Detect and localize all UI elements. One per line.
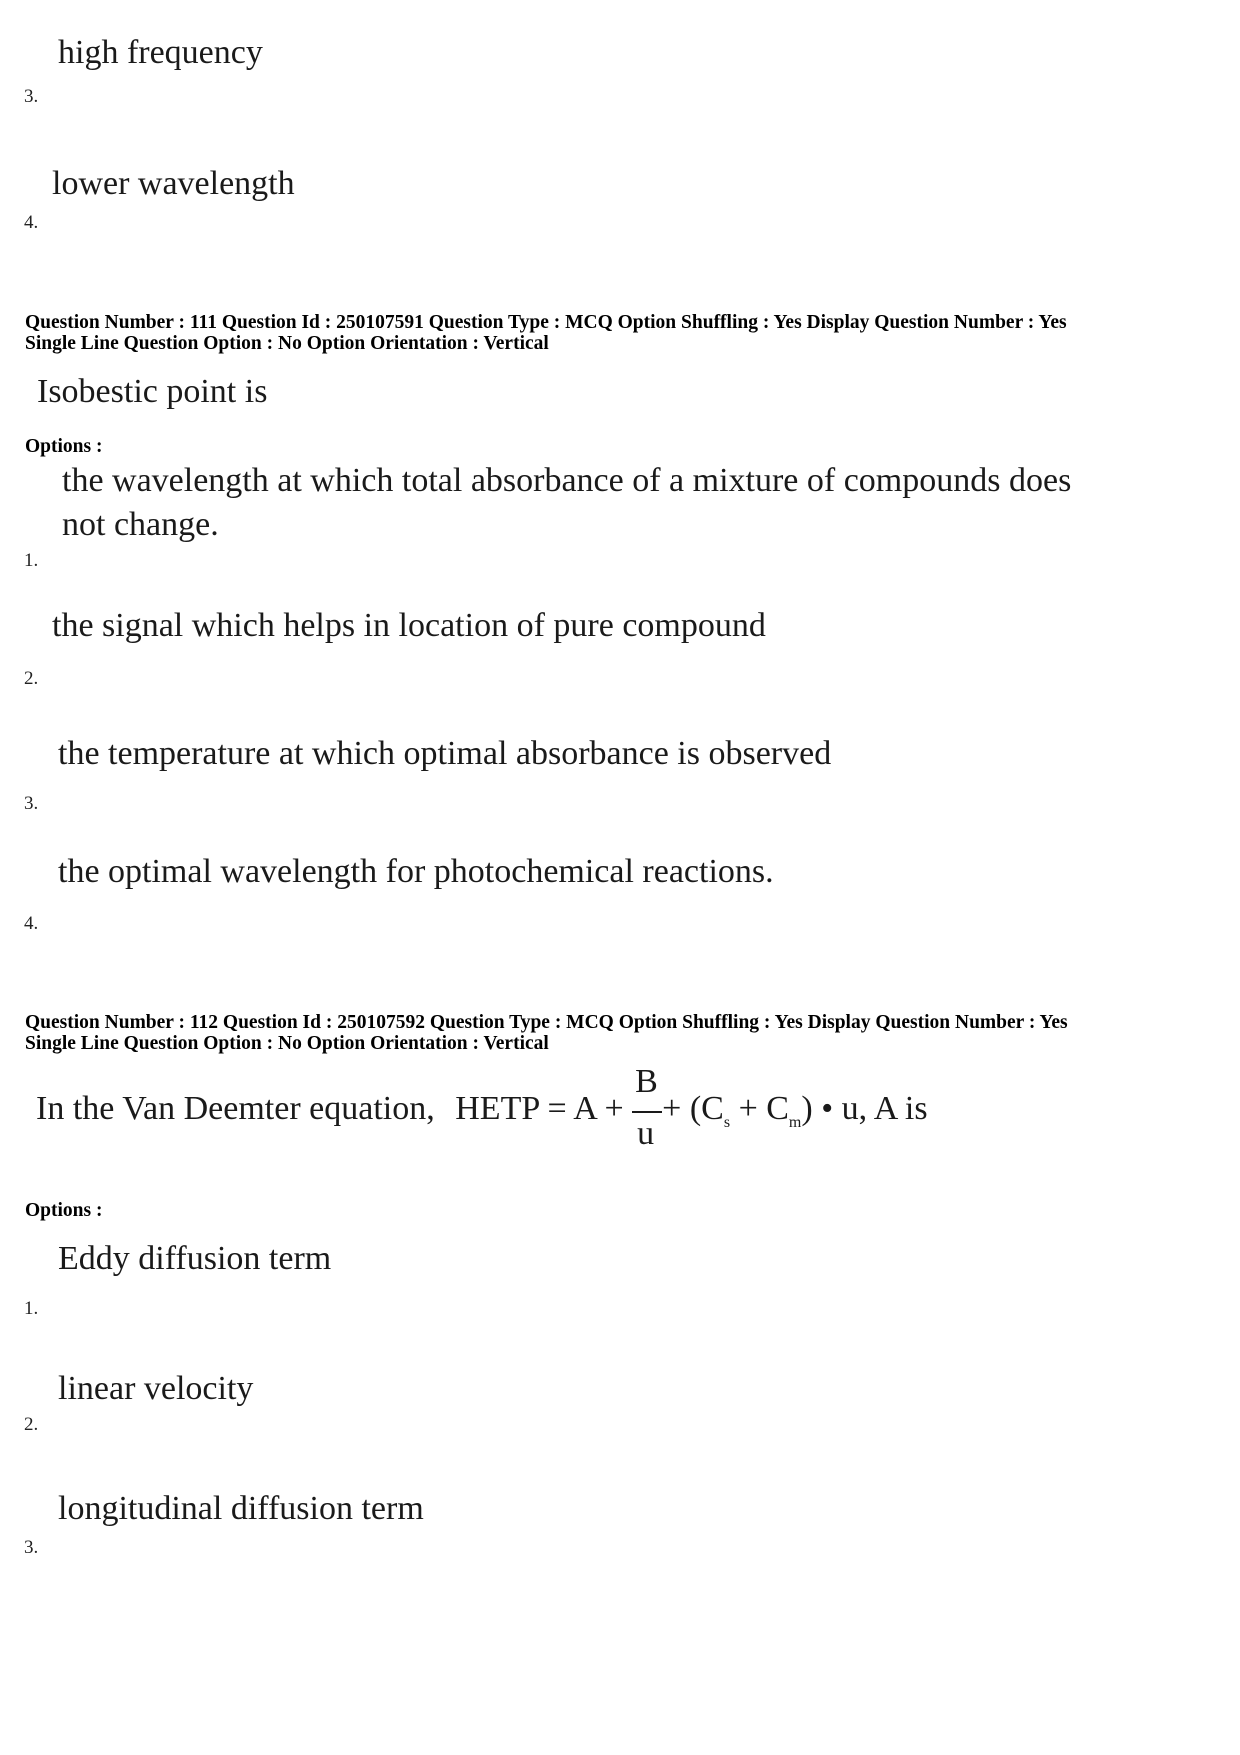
fraction-bar	[632, 1111, 662, 1113]
question-prefix: In the Van Deemter equation,	[36, 1090, 435, 1127]
option-text: longitudinal diffusion term	[58, 1490, 424, 1527]
option-text: the signal which helps in location of pure compound	[52, 607, 766, 644]
option-number: 3.	[24, 793, 39, 814]
equation-plus-c: + C	[730, 1090, 789, 1127]
equation-fraction	[632, 1063, 662, 1153]
option-text: the optimal wavelength for photochemical reactions.	[58, 853, 774, 890]
subscript-s: s	[723, 1113, 731, 1131]
option-text: Eddy diffusion term	[58, 1240, 332, 1277]
question-meta-line1: Question Number : 111 Question Id : 250107591 Question Type : MCQ Option Shuffling : Yes Display Question Number : Yes	[25, 312, 1067, 333]
equation-tail: ) • u	[801, 1090, 859, 1127]
options-label: Options :	[25, 1200, 103, 1221]
option-text: high frequency	[58, 34, 263, 71]
option-text: the temperature at which optimal absorbance is observed	[58, 735, 832, 772]
option-number: 1.	[24, 1298, 39, 1319]
question-meta-line2: Single Line Question Option : No Option Orientation : Vertical	[25, 333, 549, 354]
question-text: Isobestic point is	[37, 373, 268, 410]
option-text: the wavelength at which total absorbance of a mixture of compounds does not change.	[62, 462, 1072, 543]
option-text: linear velocity	[58, 1370, 254, 1407]
fraction-denominator: u	[637, 1115, 655, 1153]
question-suffix: , A is	[858, 1090, 928, 1127]
subscript-m: m	[788, 1113, 802, 1131]
equation-lhs: HETP = A +	[455, 1090, 624, 1127]
option-number: 2.	[24, 1414, 39, 1435]
options-label: Options :	[25, 436, 103, 457]
question-meta-line1: Question Number : 112 Question Id : 250107592 Question Type : MCQ Option Shuffling : Yes Display Question Number : Yes	[25, 1012, 1068, 1033]
option-number: 3.	[24, 1537, 39, 1558]
fraction-numerator: B	[635, 1063, 658, 1101]
question-text	[36, 1063, 928, 1153]
option-text: lower wavelength	[52, 165, 295, 202]
equation-mid: + (C	[662, 1090, 724, 1127]
option-number: 2.	[24, 668, 39, 689]
option-number: 4.	[24, 212, 39, 233]
option-number: 4.	[24, 913, 39, 934]
question-meta-line2: Single Line Question Option : No Option Orientation : Vertical	[25, 1033, 549, 1054]
option-number: 1.	[24, 550, 39, 571]
option-number: 3.	[24, 86, 39, 107]
